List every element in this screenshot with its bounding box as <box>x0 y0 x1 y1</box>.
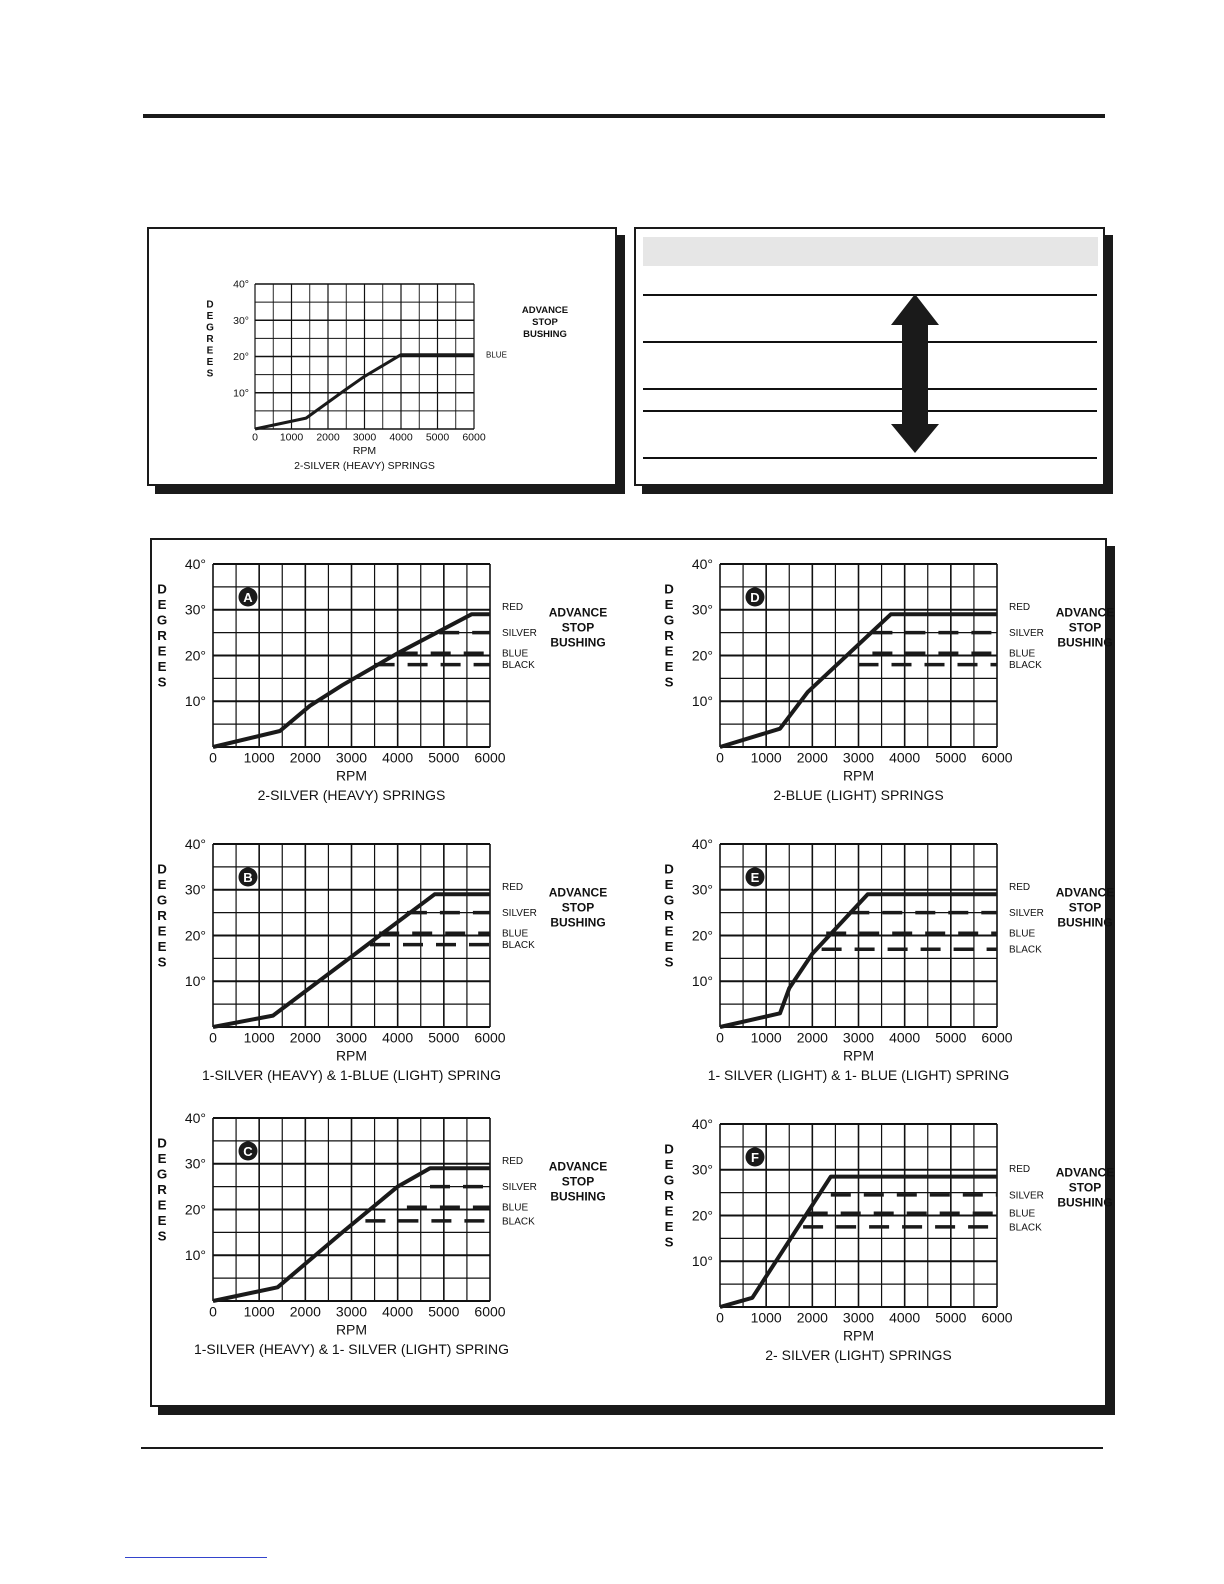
bushing-label-line: STOP <box>561 900 595 915</box>
y-axis-letter: S <box>664 954 674 970</box>
y-axis-letter: R <box>664 908 674 924</box>
y-tick-label: 10° <box>184 693 206 710</box>
x-tick-label: 1000 <box>243 1029 275 1046</box>
bushing-label-line: BUSHING <box>550 635 606 650</box>
advance-curve-chart-c <box>152 1100 632 1390</box>
y-axis-letter: E <box>157 597 167 613</box>
bushing-label-line: STOP <box>532 316 558 328</box>
x-tick-label: 6000 <box>981 749 1013 766</box>
series-label-red: RED <box>502 881 524 893</box>
y-axis-letter: E <box>157 939 167 955</box>
bushing-label-line: BUSHING <box>550 1189 606 1204</box>
y-axis-letter: E <box>157 1213 167 1229</box>
y-axis-letter: S <box>664 674 674 690</box>
x-axis-label: RPM <box>335 1321 368 1338</box>
y-tick-label: 40° <box>184 555 206 572</box>
x-tick-label: 2000 <box>289 1029 321 1046</box>
y-tick-label: 10° <box>691 1253 713 1270</box>
chart-caption: 2-SILVER (HEAVY) SPRINGS <box>294 459 435 472</box>
x-tick-label: 0 <box>209 749 217 766</box>
bushing-label-line: ADVANCE <box>1055 605 1115 620</box>
y-tick-label: 20° <box>691 647 713 664</box>
y-tick-label: 10° <box>184 1247 206 1264</box>
x-tick-label: 2000 <box>796 1029 828 1046</box>
chart-caption: 2-BLUE (LIGHT) SPRINGS <box>773 787 944 804</box>
x-tick-label: 4000 <box>382 1303 414 1320</box>
x-tick-label: 1000 <box>750 1029 782 1046</box>
spring-charts-panel <box>150 538 1115 1407</box>
series-label-silver: SILVER <box>1009 1190 1044 1202</box>
bushing-label-line: BUSHING <box>1057 635 1113 650</box>
series-label-red: RED <box>1009 881 1031 893</box>
x-axis-label: RPM <box>842 767 875 784</box>
x-tick-label: 3000 <box>335 1029 368 1046</box>
bushing-label-line: STOP <box>561 1174 595 1189</box>
bushing-label-line: ADVANCE <box>1055 885 1115 900</box>
x-tick-label: 5000 <box>935 1309 967 1326</box>
y-axis-letter: E <box>664 659 674 675</box>
x-axis-label: RPM <box>842 1047 875 1064</box>
chart-letter: A <box>243 590 253 605</box>
footer-link-underline <box>125 1557 267 1558</box>
chart-caption: 2-SILVER (HEAVY) SPRINGS <box>257 787 446 804</box>
x-tick-label: 4000 <box>889 1029 921 1046</box>
series-label-black: BLACK <box>1009 660 1042 672</box>
y-axis-letter: E <box>206 345 214 357</box>
y-tick-label: 20° <box>184 927 206 944</box>
y-axis-letter: S <box>206 368 214 380</box>
x-tick-label: 6000 <box>474 749 506 766</box>
x-tick-label: 2000 <box>289 1303 321 1320</box>
x-tick-label: 3000 <box>352 431 377 444</box>
y-tick-label: 20° <box>691 927 713 944</box>
x-tick-label: 3000 <box>842 1029 875 1046</box>
y-axis-letter: S <box>664 1234 674 1250</box>
chart-letter: F <box>751 1150 759 1165</box>
x-axis-label: RPM <box>335 1047 368 1064</box>
y-axis-letter: R <box>157 1182 167 1198</box>
y-axis-letter: G <box>663 892 675 908</box>
y-tick-label: 20° <box>233 351 249 364</box>
y-axis-letter: E <box>157 643 167 659</box>
x-tick-label: 6000 <box>474 1303 506 1320</box>
x-tick-label: 3000 <box>842 1309 875 1326</box>
advance-curve-chart-e <box>663 820 1115 1100</box>
x-tick-label: 5000 <box>935 749 967 766</box>
y-tick-label: 10° <box>184 973 206 990</box>
x-tick-label: 3000 <box>842 749 875 766</box>
series-label-black: BLACK <box>1009 1222 1042 1234</box>
y-axis-letter: G <box>206 322 214 334</box>
series-label-blue: BLUE <box>486 350 507 360</box>
x-tick-label: 1000 <box>750 749 782 766</box>
bushing-label-line: STOP <box>561 620 595 635</box>
x-axis-label: RPM <box>352 445 377 458</box>
y-axis-letter: R <box>664 1188 674 1204</box>
bushing-label-line: STOP <box>1068 900 1102 915</box>
chart-caption: 1- SILVER (LIGHT) & 1- BLUE (LIGHT) SPRING <box>707 1067 1010 1084</box>
y-tick-label: 40° <box>233 278 249 291</box>
y-axis-letter: E <box>664 643 674 659</box>
y-axis-letter: D <box>206 299 214 311</box>
bushing-label-line: STOP <box>1068 1180 1102 1195</box>
x-tick-label: 4000 <box>382 1029 414 1046</box>
y-axis-letter: G <box>156 612 168 628</box>
double-arrow-icon <box>891 294 939 453</box>
series-label-black: BLACK <box>502 660 535 672</box>
x-tick-label: 6000 <box>474 1029 506 1046</box>
series-label-blue: BLUE <box>1009 928 1036 940</box>
y-axis-letter: R <box>157 908 167 924</box>
x-tick-label: 0 <box>209 1303 217 1320</box>
chart-letter: B <box>243 870 253 885</box>
y-tick-label: 10° <box>691 973 713 990</box>
y-axis-letter: E <box>664 597 674 613</box>
y-axis-letter: S <box>157 674 167 690</box>
advance-curve-chart-b <box>152 820 632 1100</box>
x-tick-label: 5000 <box>935 1029 967 1046</box>
advance-curve-panel <box>147 227 617 486</box>
series-label-silver: SILVER <box>502 1182 537 1194</box>
series-label-silver: SILVER <box>502 908 537 920</box>
y-tick-label: 20° <box>184 647 206 664</box>
bushing-label-line: ADVANCE <box>548 1159 608 1174</box>
bushing-label-line: BUSHING <box>1057 1195 1113 1210</box>
bushing-label-line: ADVANCE <box>1055 1165 1115 1180</box>
bushing-label-line: ADVANCE <box>548 885 608 900</box>
y-axis-letter: D <box>664 1141 674 1157</box>
series-label-red: RED <box>502 601 524 613</box>
y-axis-letter: E <box>664 1157 674 1173</box>
y-axis-letter: E <box>206 357 214 369</box>
y-axis-letter: E <box>664 939 674 955</box>
y-tick-label: 10° <box>691 693 713 710</box>
x-tick-label: 0 <box>716 1029 724 1046</box>
bushing-label-line: BUSHING <box>1057 915 1113 930</box>
y-axis-letter: R <box>157 628 167 644</box>
y-axis-letter: G <box>663 612 675 628</box>
series-label-blue: BLUE <box>502 648 529 660</box>
series-label-silver: SILVER <box>502 628 537 640</box>
y-tick-label: 40° <box>184 1109 206 1126</box>
x-tick-label: 3000 <box>335 749 368 766</box>
y-axis-letter: E <box>664 1203 674 1219</box>
x-tick-label: 6000 <box>981 1029 1013 1046</box>
y-axis-letter: E <box>157 923 167 939</box>
y-axis-letter: E <box>157 1151 167 1167</box>
x-tick-label: 2000 <box>796 1309 828 1326</box>
y-axis-letter: D <box>664 861 674 877</box>
x-tick-label: 6000 <box>981 1309 1013 1326</box>
y-axis-letter: G <box>156 892 168 908</box>
series-label-blue: BLUE <box>502 928 529 940</box>
y-tick-label: 30° <box>184 1155 206 1172</box>
y-tick-label: 30° <box>691 1161 713 1178</box>
series-label-red: RED <box>502 1155 524 1167</box>
y-axis-letter: E <box>206 311 214 323</box>
y-tick-label: 30° <box>184 601 206 618</box>
y-tick-label: 40° <box>691 835 713 852</box>
x-tick-label: 0 <box>716 749 724 766</box>
chart-letter: C <box>243 1144 253 1159</box>
y-axis-letter: S <box>157 1228 167 1244</box>
x-tick-label: 5000 <box>428 749 460 766</box>
series-label-black: BLACK <box>502 1216 535 1228</box>
footer-rule <box>141 1447 1103 1449</box>
y-axis-letter: E <box>664 923 674 939</box>
series-label-blue: BLUE <box>1009 1208 1036 1220</box>
y-axis-letter: E <box>157 659 167 675</box>
advance-curve-chart-top <box>149 229 615 484</box>
advance-curve-chart-d <box>663 540 1115 820</box>
x-tick-label: 1000 <box>279 431 304 444</box>
y-tick-label: 40° <box>691 555 713 572</box>
chart-caption: 2- SILVER (LIGHT) SPRINGS <box>765 1347 952 1364</box>
y-axis-letter: G <box>156 1166 168 1182</box>
y-axis-letter: R <box>664 628 674 644</box>
chart-letter: D <box>750 590 760 605</box>
y-axis-letter: E <box>157 877 167 893</box>
x-tick-label: 1000 <box>243 1303 275 1320</box>
y-axis-letter: E <box>157 1197 167 1213</box>
x-tick-label: 0 <box>209 1029 217 1046</box>
y-tick-label: 30° <box>233 314 249 327</box>
series-label-silver: SILVER <box>1009 908 1044 920</box>
bushing-label-line: STOP <box>1068 620 1102 635</box>
bushing-diagram-panel <box>634 227 1105 486</box>
y-axis-letter: R <box>206 334 214 346</box>
x-tick-label: 4000 <box>382 749 414 766</box>
y-tick-label: 40° <box>184 835 206 852</box>
series-label-red: RED <box>1009 601 1031 613</box>
x-tick-label: 2000 <box>289 749 321 766</box>
y-tick-label: 20° <box>691 1207 713 1224</box>
y-axis-letter: D <box>157 861 167 877</box>
x-tick-label: 5000 <box>428 1303 460 1320</box>
chart-caption: 1-SILVER (HEAVY) & 1-BLUE (LIGHT) SPRING <box>202 1067 501 1084</box>
advance-curve-chart-a <box>152 540 632 820</box>
y-tick-label: 20° <box>184 1201 206 1218</box>
x-tick-label: 6000 <box>462 431 486 444</box>
series-label-black: BLACK <box>1009 944 1042 956</box>
x-tick-label: 3000 <box>335 1303 368 1320</box>
y-axis-letter: D <box>157 1135 167 1151</box>
header-rule <box>143 114 1105 118</box>
x-tick-label: 4000 <box>389 431 413 444</box>
chart-letter: E <box>750 870 760 885</box>
y-axis-letter: G <box>663 1172 675 1188</box>
x-tick-label: 2000 <box>796 749 828 766</box>
series-label-silver: SILVER <box>1009 628 1044 640</box>
diagram-header-bar <box>643 237 1098 266</box>
x-tick-label: 0 <box>252 431 258 444</box>
y-tick-label: 30° <box>691 601 713 618</box>
chart-caption: 1-SILVER (HEAVY) & 1- SILVER (LIGHT) SPRING <box>193 1341 510 1358</box>
bushing-label-line: BUSHING <box>523 328 567 340</box>
series-label-red: RED <box>1009 1164 1031 1176</box>
series-label-blue: BLUE <box>502 1202 529 1214</box>
x-tick-label: 1000 <box>243 749 275 766</box>
x-tick-label: 4000 <box>889 749 921 766</box>
y-axis-letter: D <box>664 581 674 597</box>
x-tick-label: 0 <box>716 1309 724 1326</box>
y-tick-label: 40° <box>691 1115 713 1132</box>
y-tick-label: 30° <box>184 881 206 898</box>
x-tick-label: 1000 <box>750 1309 782 1326</box>
x-axis-label: RPM <box>842 1327 875 1344</box>
y-tick-label: 10° <box>233 387 249 400</box>
bushing-label-line: ADVANCE <box>548 605 608 620</box>
bushing-label-line: ADVANCE <box>521 305 569 316</box>
series-label-blue: BLUE <box>1009 648 1036 660</box>
x-tick-label: 5000 <box>425 431 450 444</box>
advance-curve-chart-f <box>663 1100 1115 1390</box>
y-axis-letter: S <box>157 954 167 970</box>
x-tick-label: 2000 <box>316 431 340 444</box>
y-axis-letter: D <box>157 581 167 597</box>
y-axis-letter: E <box>664 877 674 893</box>
x-tick-label: 4000 <box>889 1309 921 1326</box>
bushing-diagram <box>636 229 1103 484</box>
y-axis-letter: E <box>664 1219 674 1235</box>
x-axis-label: RPM <box>335 767 368 784</box>
x-tick-label: 5000 <box>428 1029 460 1046</box>
bushing-label-line: BUSHING <box>550 915 606 930</box>
y-tick-label: 30° <box>691 881 713 898</box>
series-label-black: BLACK <box>502 940 535 952</box>
